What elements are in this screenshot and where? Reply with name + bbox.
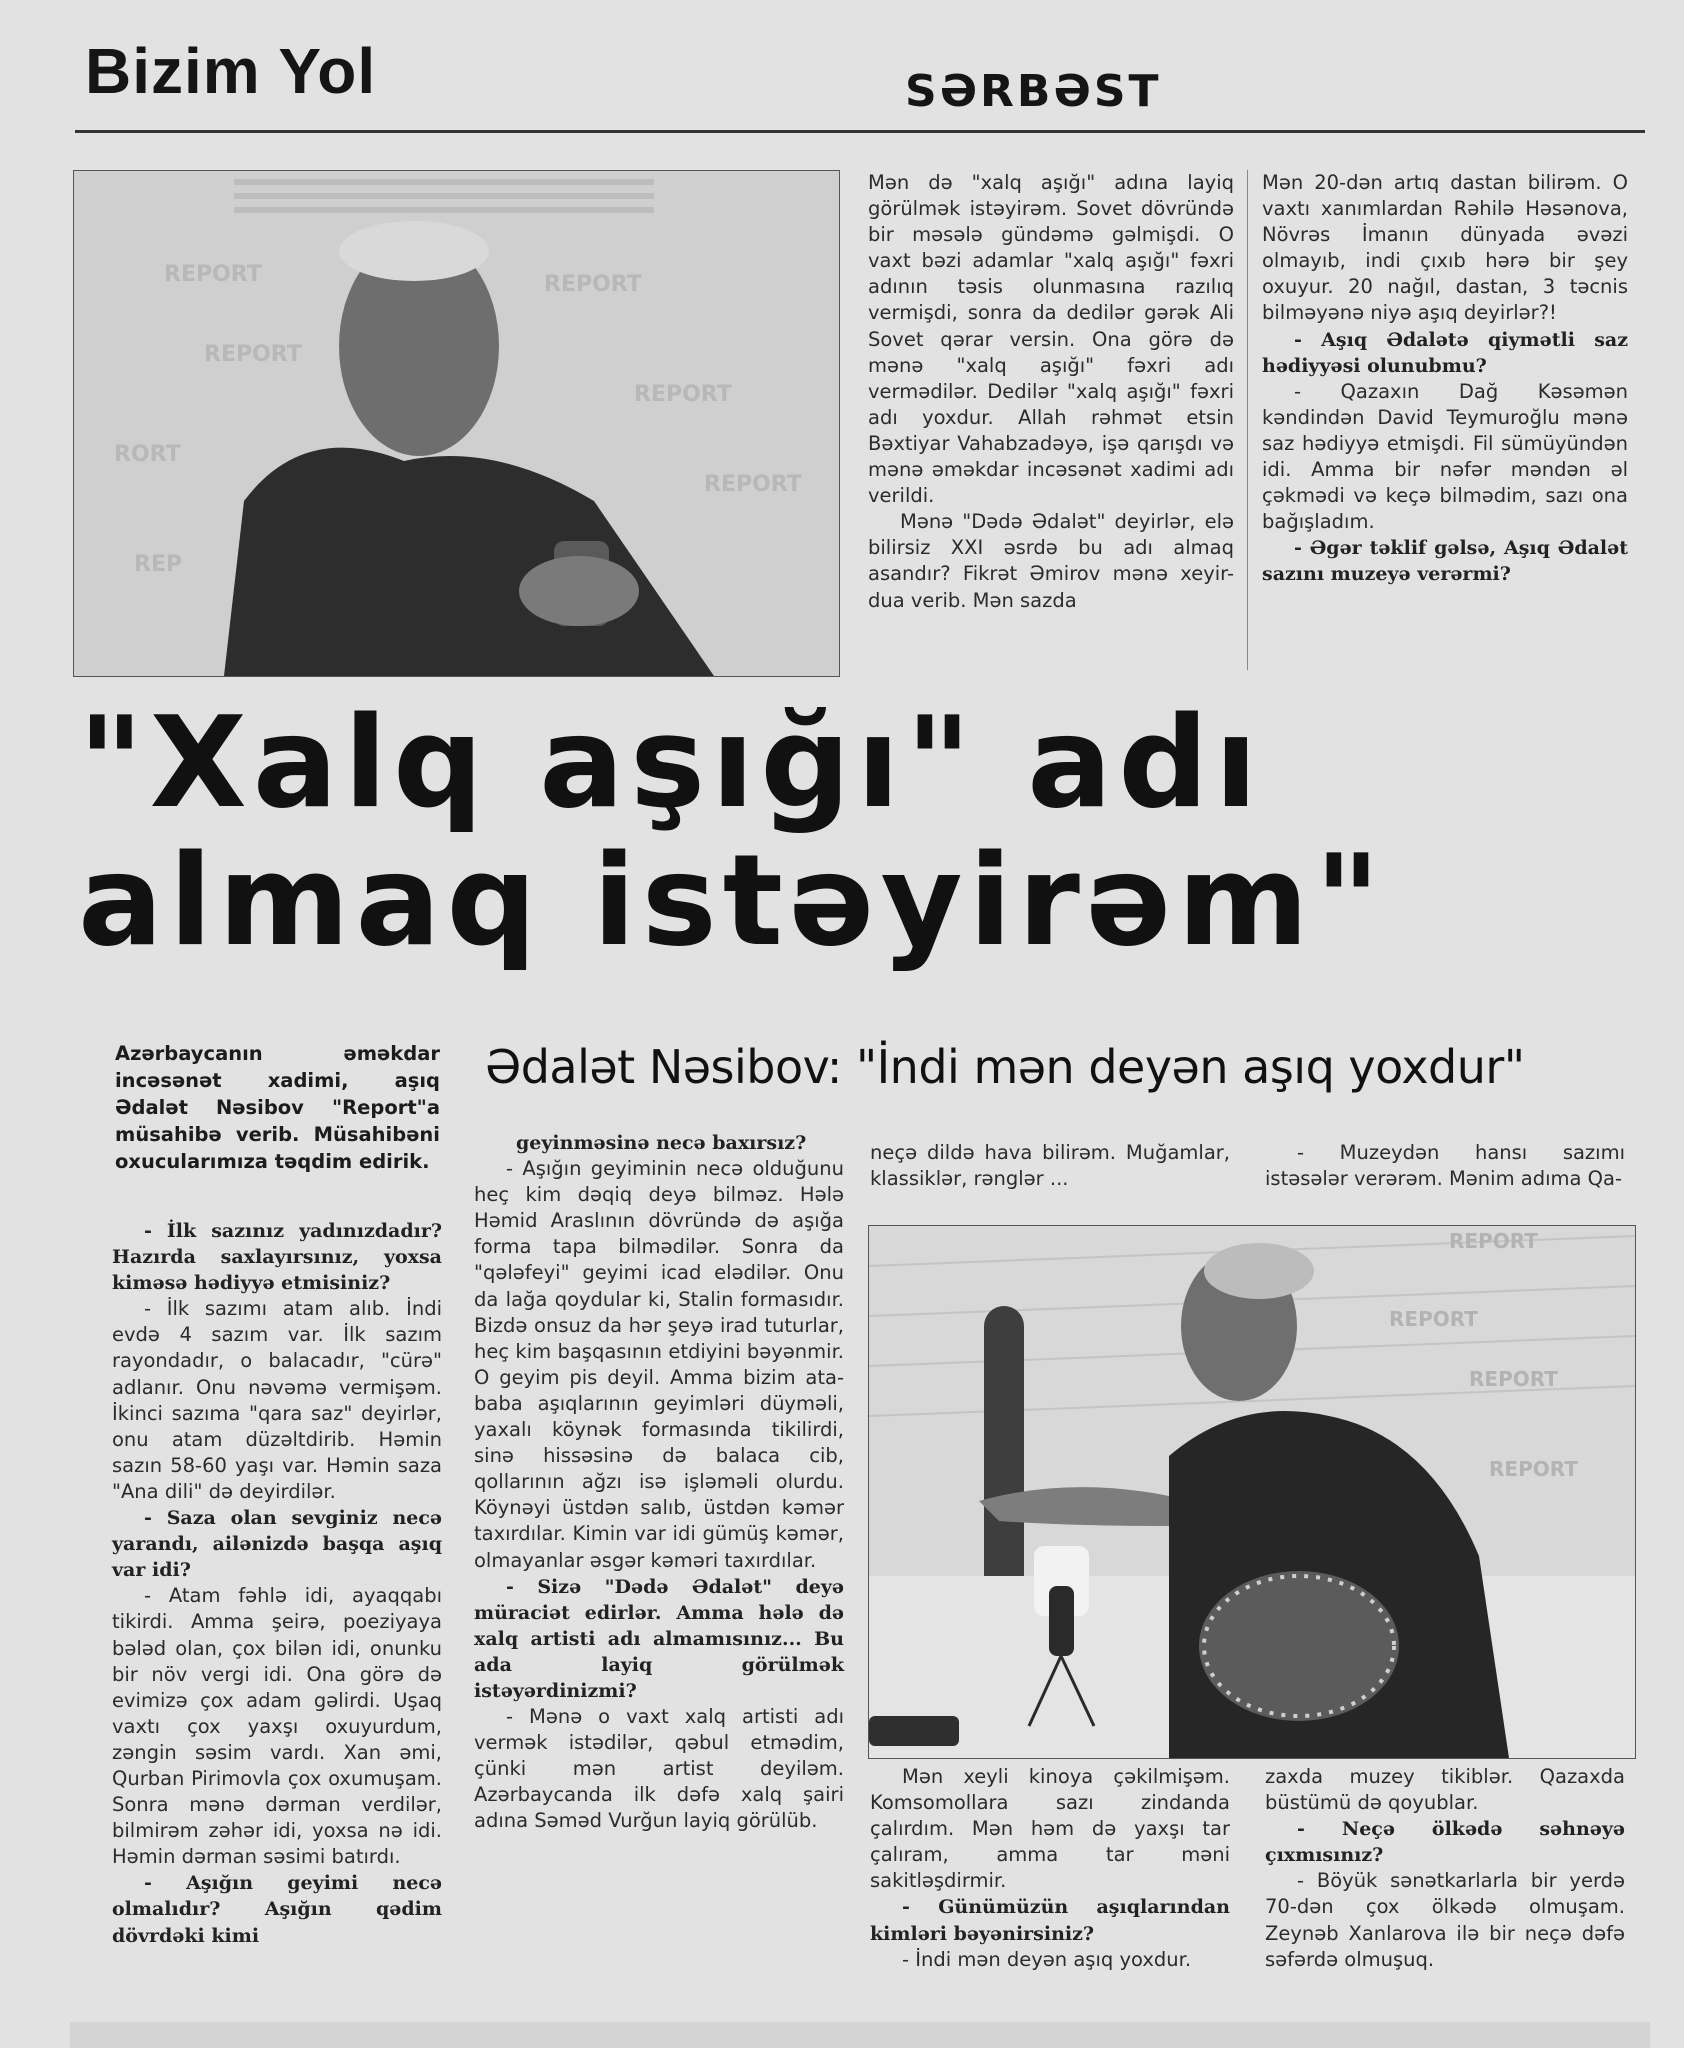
question: - Aşığın geyimi necə olmalıdır? Aşığın qədim dövrdəki kimi bbox=[112, 1872, 442, 1947]
question: - Aşıq Ədalətə qiymətli saz hədiyyəsi olunubmu? bbox=[1262, 328, 1628, 377]
subheadline: Ədalət Nəsibov: "İndi mən deyən aşıq yoxdur" bbox=[485, 1040, 1525, 1094]
headline-line-2: almaq istəyirəm" bbox=[78, 827, 1387, 974]
svg-text:REPORT: REPORT bbox=[544, 272, 642, 297]
bottom-column-2 bbox=[474, 1130, 844, 1835]
svg-text:REPORT: REPORT bbox=[1449, 1229, 1538, 1253]
paragraph: - Qazaxın Dağ Kəsəmən kəndindən David Teymuroğlu mənə saz hədiyyə etmişdi. Fil sümüyündən idi. Amma bir nəfər məndən əl çəkmədi və keçə bilmədim, sazı ona bağışladım. bbox=[1262, 379, 1628, 534]
paragraph: - Mənə o vaxt xalq artisti adı vermək istədilər, qəbul etmədim, çünki mən artist deyiləm. Azərbaycanda ilk dəfə xalq şairi adına Səməd Vurğun layiq görülüb. bbox=[474, 1705, 844, 1833]
bottom-column-3-top bbox=[870, 1140, 1230, 1192]
paragraph: Mən 20-dən artıq dastan bilirəm. O vaxtı xanımlardan Rəhilə Həsənova, Növrəs İmanın dünyada əvəzi olmayıb, indi çıxıb hərə bir şey oxuyur. 20 nağıl, dastan, 3 təcnis bilməyənə niyə aşıq deyirlər?! bbox=[1262, 171, 1628, 325]
headline bbox=[78, 689, 1648, 974]
newspaper-name: Bizim Yol bbox=[85, 35, 377, 107]
svg-text:REP: REP bbox=[134, 552, 183, 577]
paragraph: - İndi mən deyən aşıq yoxdur. bbox=[902, 1947, 1192, 1971]
top-column-2 bbox=[1262, 170, 1628, 588]
question: - Sizə "Dədə Ədalət" deyə müraciət edirlər. Amma hələ də xalq artisti adı almamısınız... Bu ada layiq görülmək istəyərdinizmi? bbox=[474, 1575, 844, 1702]
question: geyinməsinə necə baxırsız? bbox=[516, 1132, 807, 1154]
question: - Neçə ölkədə səhnəyə çıxmısınız? bbox=[1265, 1818, 1625, 1867]
paragraph: - Böyük sənətkarlarla bir yerdə 70-dən çox ölkədə olmuşam. Zeynəb Xanlarova ilə bir neçə dəfə səfərdə olmuşuq. bbox=[1265, 1869, 1625, 1971]
paragraph: Mən də "xalq aşığı" adına layiq görülmək istəyirəm. Sovet dövründə bir məsələ gündəmə gəlmişdi. O vaxt bəzi adamlar "xalq aşığı" fəxri adının təsis olunmasına razılıq vermişdi, sonra da dedilər gərək Ali Sovet qərar versin. Ona görə də mənə "xalq aşığı" fəxri adı vermədilər. Dedilər "xalq aşığı" fəxri adı yoxdur. Allah rəhmət etsin Bəxtiyar Vahabzadəyə, işə qarışdı və mənə əməkdar incəsənət xadimi adı verildi. bbox=[868, 171, 1234, 508]
paragraph: - Aşığın geyiminin necə olduğunu heç kim dəqiq deyə bilməz. Hələ Həmid Araslının dövründə də aşığa forma tapa bilmədilər. Sonra da "qələfeyi" geyimi icad elədilər. Onu da lağa qoydular ki, Stalin formasıdır. Bizdə onsuz da hər şeyə irad tuturlar, heç kim başqasının etdiyini bəyənmir. O geyim pis deyil. Amma bizim ata-baba aşıqlarının geyimləri düyməli, yaxalı köynək formasında tikilirdi, sinə hissəsinə də balaca cib, qollarının ağzı isə işləməli olurdu. Köynəyi üstdən salıb, üstdən kəmər taxırdılar. Kimin var idi gümüş kəmər, olmayanlar əsgər kəməri taxırdılar. bbox=[474, 1157, 844, 1572]
interview-photo bbox=[868, 1225, 1636, 1759]
svg-text:REPORT: REPORT bbox=[164, 262, 262, 287]
bottom-column-4-top bbox=[1265, 1140, 1625, 1192]
masthead-rule bbox=[75, 130, 1645, 133]
paragraph: neçə dildə hava bilirəm. Muğamlar, klassiklər, rənglər ... bbox=[870, 1141, 1230, 1191]
svg-text:RORT: RORT bbox=[114, 442, 181, 467]
next-article-strip bbox=[70, 2022, 1650, 2048]
svg-text:REPORT: REPORT bbox=[1389, 1307, 1478, 1331]
question: - Əgər təklif gəlsə, Aşıq Ədalət sazını muzeyə verərmi? bbox=[1262, 537, 1628, 586]
svg-text:REPORT: REPORT bbox=[634, 382, 732, 407]
headline-line-1: "Xalq aşığı" adı bbox=[78, 689, 1264, 836]
portrait-photo bbox=[73, 170, 840, 677]
bottom-column-4 bbox=[1265, 1764, 1625, 1973]
paragraph: Mənə "Dədə Ədalət" deyirlər, elə bilirsiz XXI əsrdə bu adı almaq asandır? Fikrət Əmirov mənə xeyir-dua verib. Mən sazda bbox=[868, 510, 1234, 612]
section-rubric: SƏRBƏST bbox=[905, 66, 1162, 117]
question: - Günümüzün aşıqlarından kimləri bəyənirsiniz? bbox=[870, 1896, 1230, 1945]
svg-text:REPORT: REPORT bbox=[204, 342, 302, 367]
column-divider bbox=[1247, 170, 1248, 670]
svg-text:REPORT: REPORT bbox=[704, 472, 802, 497]
top-column-1 bbox=[868, 170, 1234, 614]
paragraph: zaxda muzey tikiblər. Qazaxda büstümü də qoyublar. bbox=[1265, 1765, 1625, 1815]
svg-text:REPORT: REPORT bbox=[1469, 1367, 1558, 1391]
paragraph: - Muzeydən hansı sazımı istəsələr verərəm. Mənim adıma Qa- bbox=[1265, 1141, 1625, 1191]
bottom-column-1 bbox=[112, 1218, 442, 1949]
question: - İlk sazınız yadınızdadır? Hazırda saxlayırsınız, yoxsa kiməsə hədiyyə etmisiniz? bbox=[112, 1220, 442, 1295]
bottom-column-3 bbox=[870, 1764, 1230, 1973]
svg-text:REPORT: REPORT bbox=[1489, 1457, 1578, 1481]
paragraph: - İlk sazımı atam alıb. İndi evdə 4 sazım var. İlk sazım rayondadır, o balacadır, "cürə" adlanır. Onu nəvəmə vermişəm. İkinci sazıma "qara saz" deyirlər, onu atam düzəltdirib. Həmin sazın 58-60 yaşı var. Həmin saza "Ana dili" də deyirdilər. bbox=[112, 1297, 442, 1503]
paragraph: Mən xeyli kinoya çəkilmişəm. Komsomollara sazı zindanda çalırdım. Mən həm də yaxşı tar çalıram, amma tar məni sakitləşdirmir. bbox=[870, 1765, 1230, 1893]
intro-lede: Azərbaycanın əməkdar incəsənət xadimi, aşıq Ədalət Nəsibov "Report"a müsahibə verib. Müsahibəni oxucularımıza təqdim edirik. bbox=[115, 1042, 440, 1173]
question: - Saza olan sevginiz necə yarandı, ailənizdə başqa aşıq var idi? bbox=[112, 1507, 442, 1582]
paragraph: - Atam fəhlə idi, ayaqqabı tikirdi. Amma şeirə, poeziyaya bələd olan, çox bilən idi, onunku bir növ vergi idi. Ona görə də evimizə çox adam gəlirdi. Uşaq vaxtı çox yaxşı oxuyurdum, zəngin səsim vardı. Xan əmi, Qurban Pirimovla çox oxumuşam. Sonra mənə dərman verdilər, bilmirəm zəhər idi, yoxsa nə idi. Həmin dərman səsimi batırdı. bbox=[112, 1584, 442, 1869]
